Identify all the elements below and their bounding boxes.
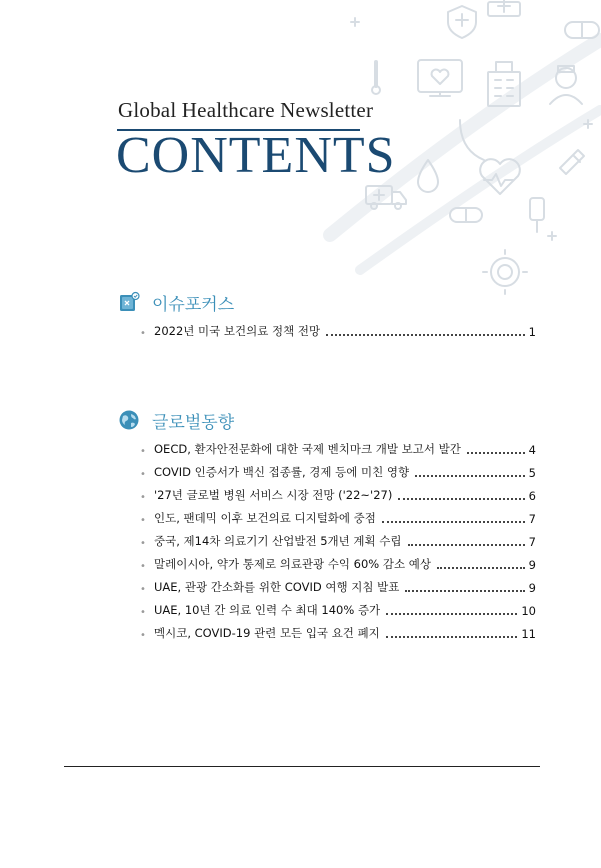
- toc-entry[interactable]: [140, 551, 536, 574]
- toc-entry-title: UAE, 10년 간 의료 인력 수 최대 140% 증가: [154, 603, 381, 617]
- bullet-icon: •: [140, 607, 146, 618]
- dot-leader: [326, 333, 525, 336]
- dot-leader: [386, 612, 517, 615]
- section-title: 글로벌동향: [152, 412, 235, 433]
- toc-entry[interactable]: [140, 620, 536, 643]
- section-header: [118, 289, 234, 315]
- toc-page-number: 1: [528, 325, 536, 339]
- dot-leader: [408, 543, 525, 546]
- toc-entry-title: OECD, 환자안전문화에 대한 국제 벤치마크 개발 보고서 발간: [154, 442, 461, 456]
- bullet-icon: •: [140, 630, 146, 641]
- toc-entry-title: '27년 글로벌 병원 서비스 시장 전망 ('22~'27): [154, 488, 393, 502]
- toc-entry-title: COVID 인증서가 백신 접종률, 경제 등에 미친 영향: [154, 465, 410, 479]
- toc-page-number: 7: [528, 535, 536, 549]
- toc-entry-title: 2022년 미국 보건의료 정책 전망: [154, 324, 321, 338]
- bullet-icon: •: [140, 538, 146, 549]
- bullet-icon: •: [140, 446, 146, 457]
- bullet-icon: •: [140, 492, 146, 503]
- dot-leader: [398, 497, 524, 500]
- toc-entry[interactable]: [140, 459, 536, 482]
- toc-page-number: 7: [528, 512, 536, 526]
- dot-leader: [382, 520, 525, 523]
- toc-entry-title: 말레이시아, 약가 통제로 의료관광 수익 60% 감소 예상: [154, 557, 431, 571]
- dot-leader: [405, 589, 524, 592]
- toc-entry[interactable]: [140, 574, 536, 597]
- toc-entry-title: 인도, 팬데믹 이후 보건의료 디지털화에 중점: [154, 511, 376, 525]
- bullet-icon: •: [140, 515, 146, 526]
- toc-list: [140, 436, 536, 643]
- toc-entry-title: UAE, 관광 간소화를 위한 COVID 여행 지침 발표: [154, 580, 400, 594]
- toc-page-number: 6: [528, 489, 536, 503]
- toc-entry-title: 중국, 제14차 의료기기 산업발전 5개년 계획 수립: [154, 534, 402, 548]
- toc-page-number: 5: [528, 466, 536, 480]
- toc-page-number: 9: [528, 558, 536, 572]
- toc-entry-title: 멕시코, COVID-19 관련 모든 입국 요건 폐지: [154, 626, 380, 640]
- toc-entry[interactable]: [140, 436, 536, 459]
- globe-icon: [118, 409, 140, 431]
- toc-list: [140, 318, 536, 341]
- toc-entry[interactable]: [140, 482, 536, 505]
- bullet-icon: •: [140, 469, 146, 480]
- toc-entry[interactable]: [140, 505, 536, 528]
- bullet-icon: •: [140, 561, 146, 572]
- bullet-icon: •: [140, 328, 146, 339]
- toc-entry[interactable]: [140, 528, 536, 551]
- book-icon: [118, 291, 140, 313]
- dot-leader: [437, 566, 525, 569]
- section-header: [118, 407, 234, 433]
- dot-leader: [415, 474, 525, 477]
- page-title: CONTENTS: [116, 127, 396, 184]
- dot-leader: [467, 451, 525, 454]
- section-title: 이슈포커스: [152, 294, 235, 315]
- bullet-icon: •: [140, 584, 146, 595]
- toc-page-number: 11: [521, 627, 536, 641]
- toc-page-number: 4: [528, 443, 536, 457]
- dot-leader: [386, 635, 518, 638]
- footer-divider: [64, 766, 540, 767]
- toc-entry[interactable]: [140, 597, 536, 620]
- newsletter-subtitle: Global Healthcare Newsletter: [118, 98, 374, 122]
- toc-page-number: 10: [521, 604, 536, 618]
- toc-entry[interactable]: [140, 318, 536, 341]
- toc-page-number: 9: [528, 581, 536, 595]
